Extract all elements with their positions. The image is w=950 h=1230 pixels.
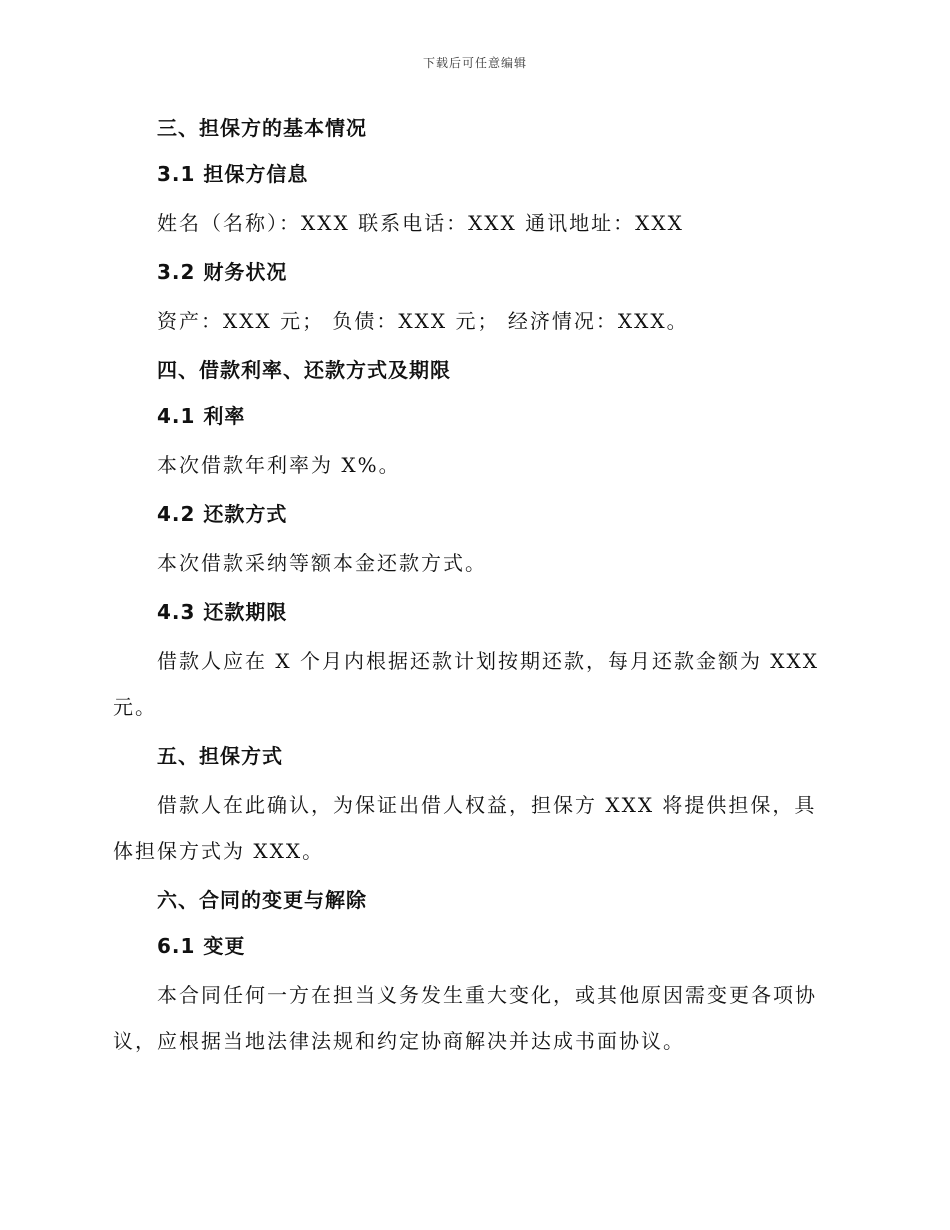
- section-6-1-text: 本合同任何一方在担当义务发生重大变化，或其他原因需变更各项协议，应根据当地法律法规和约定协商解决并达成书面协议。: [113, 983, 817, 1053]
- section-6-title: 六、合同的变更与解除: [157, 888, 367, 912]
- section-5-text: 借款人在此确认，为保证出借人权益，担保方 XXX 将提供担保，具体担保方式为 XXX。: [113, 793, 817, 863]
- section-6-1-title: 6.1 变更: [157, 934, 246, 958]
- section-3-1-title: 3.1 担保方信息: [157, 162, 309, 186]
- section-4-1-title: 4.1 利率: [157, 404, 246, 428]
- section-4-2-text: 本次借款采纳等额本金还款方式。: [157, 551, 487, 575]
- section-3-1-text: 姓名（名称）：XXX 联系电话：XXX 通讯地址：XXX: [157, 211, 684, 235]
- header-note: 下载后可任意编辑: [422, 56, 527, 70]
- section-4-3-text: 借款人应在 X 个月内根据还款计划按期还款，每月还款金额为 XXX 元。: [113, 649, 820, 719]
- section-3-2-title: 3.2 财务状况: [157, 260, 288, 284]
- section-4-2-title: 4.2 还款方式: [157, 502, 288, 526]
- section-4-1-text: 本次借款年利率为 X%。: [157, 453, 401, 477]
- section-4-title: 四、借款利率、还款方式及期限: [157, 358, 451, 382]
- section-4-3-title: 4.3 还款期限: [157, 600, 288, 624]
- section-3-title: 三、担保方的基本情况: [157, 116, 367, 140]
- document-body: [113, 108, 823, 1064]
- section-5-title: 五、担保方式: [157, 744, 283, 768]
- section-3-2-text: 资产：XXX 元； 负债：XXX 元； 经济情况：XXX。: [157, 309, 689, 333]
